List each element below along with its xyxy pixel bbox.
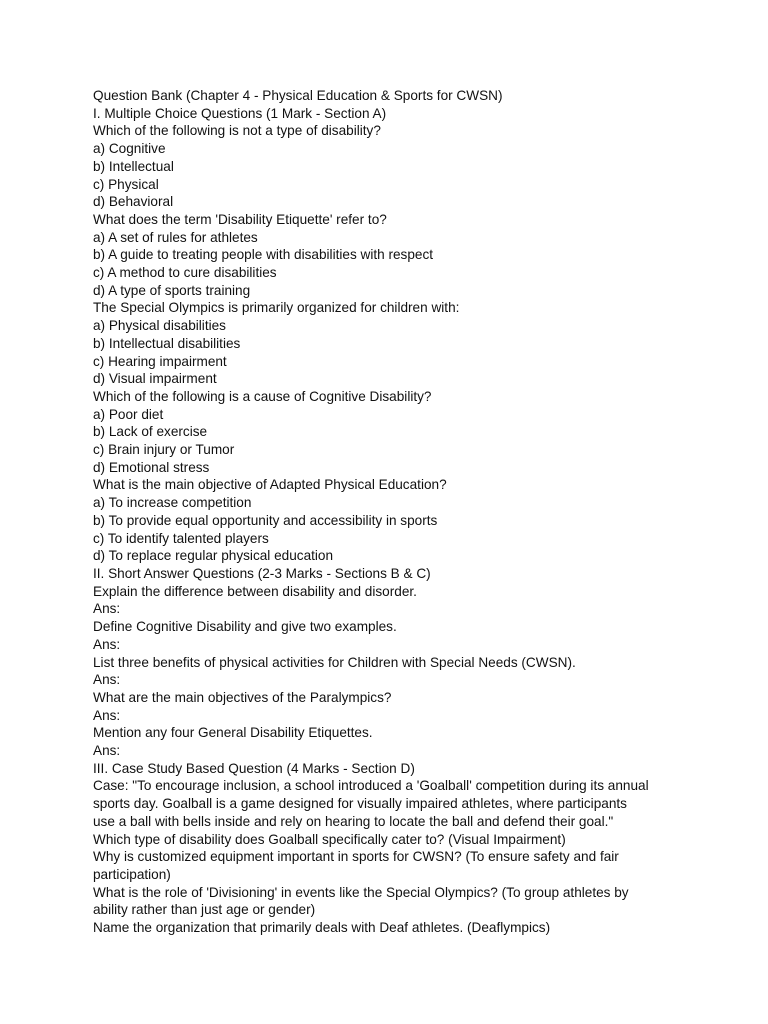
question-text: List three benefits of physical activities for Children with Special Needs (CWSN). [93, 654, 576, 670]
question-text: What are the main objectives of the Paralympics? [93, 689, 392, 705]
section-heading: III. Case Study Based Question (4 Marks - Section D) [93, 760, 415, 776]
answer-option: d) To replace regular physical education [93, 548, 334, 564]
answer-label: Ans: [93, 636, 121, 652]
section-heading: II. Short Answer Questions (2-3 Marks - Sections B & C) [93, 565, 431, 581]
answer-option: c) Physical [93, 176, 159, 192]
answer-option: a) Poor diet [93, 406, 164, 422]
answer-option: d) Visual impairment [93, 371, 217, 387]
question-text: Explain the difference between disability and disorder. [93, 583, 417, 599]
answer-option: c) Brain injury or Tumor [93, 442, 235, 458]
answer-option: d) A type of sports training [93, 282, 251, 298]
question-text: What is the role of 'Divisioning' in events like the Special Olympics? (To group athletes by [93, 884, 629, 900]
answer-option: a) Cognitive [93, 141, 166, 157]
answer-option: c) To identify talented players [93, 530, 269, 546]
answer-option: a) Physical disabilities [93, 318, 226, 334]
question-text: ability rather than just age or gender) [93, 902, 316, 918]
case-text: sports day. Goalball is a game designed for visually impaired athletes, where participants [93, 796, 627, 812]
answer-label: Ans: [93, 707, 121, 723]
answer-option: b) Intellectual disabilities [93, 335, 241, 351]
question-text: What does the term 'Disability Etiquette' refer to? [93, 211, 387, 227]
question-text: Why is customized equipment important in sports for CWSN? (To ensure safety and fair [93, 849, 619, 865]
question-text: Which of the following is a cause of Cognitive Disability? [93, 388, 432, 404]
answer-option: d) Emotional stress [93, 459, 210, 475]
section-heading: I. Multiple Choice Questions (1 Mark - Section A) [93, 105, 387, 121]
answer-label: Ans: [93, 601, 121, 617]
case-text: Case: "To encourage inclusion, a school introduced a 'Goalball' competition during its annual [93, 778, 649, 794]
question-text: What is the main objective of Adapted Physical Education? [93, 477, 447, 493]
document-page [93, 87, 693, 937]
question-text: Mention any four General Disability Etiquettes. [93, 725, 373, 741]
answer-option: a) A set of rules for athletes [93, 229, 258, 245]
answer-option: c) Hearing impairment [93, 353, 227, 369]
question-text: Define Cognitive Disability and give two examples. [93, 619, 397, 635]
question-text: Which type of disability does Goalball specifically cater to? (Visual Impairment) [93, 831, 566, 847]
answer-option: b) Lack of exercise [93, 424, 208, 440]
question-text: Name the organization that primarily deals with Deaf athletes. (Deaflympics) [93, 920, 551, 936]
answer-option: b) Intellectual [93, 158, 174, 174]
question-text: The Special Olympics is primarily organized for children with: [93, 300, 460, 316]
answer-option: b) To provide equal opportunity and accessibility in sports [93, 512, 438, 528]
answer-option: d) Behavioral [93, 194, 174, 210]
answer-option: c) A method to cure disabilities [93, 265, 277, 281]
answer-label: Ans: [93, 743, 121, 759]
answer-option: a) To increase competition [93, 495, 252, 511]
case-text: use a ball with bells inside and rely on hearing to locate the ball and defend their goal." [93, 813, 614, 829]
answer-label: Ans: [93, 672, 121, 688]
question-text: participation) [93, 866, 171, 882]
document-title: Question Bank (Chapter 4 - Physical Education & Sports for CWSN) [93, 88, 503, 103]
answer-option: b) A guide to treating people with disabilities with respect [93, 247, 434, 263]
question-text: Which of the following is not a type of disability? [93, 123, 381, 139]
